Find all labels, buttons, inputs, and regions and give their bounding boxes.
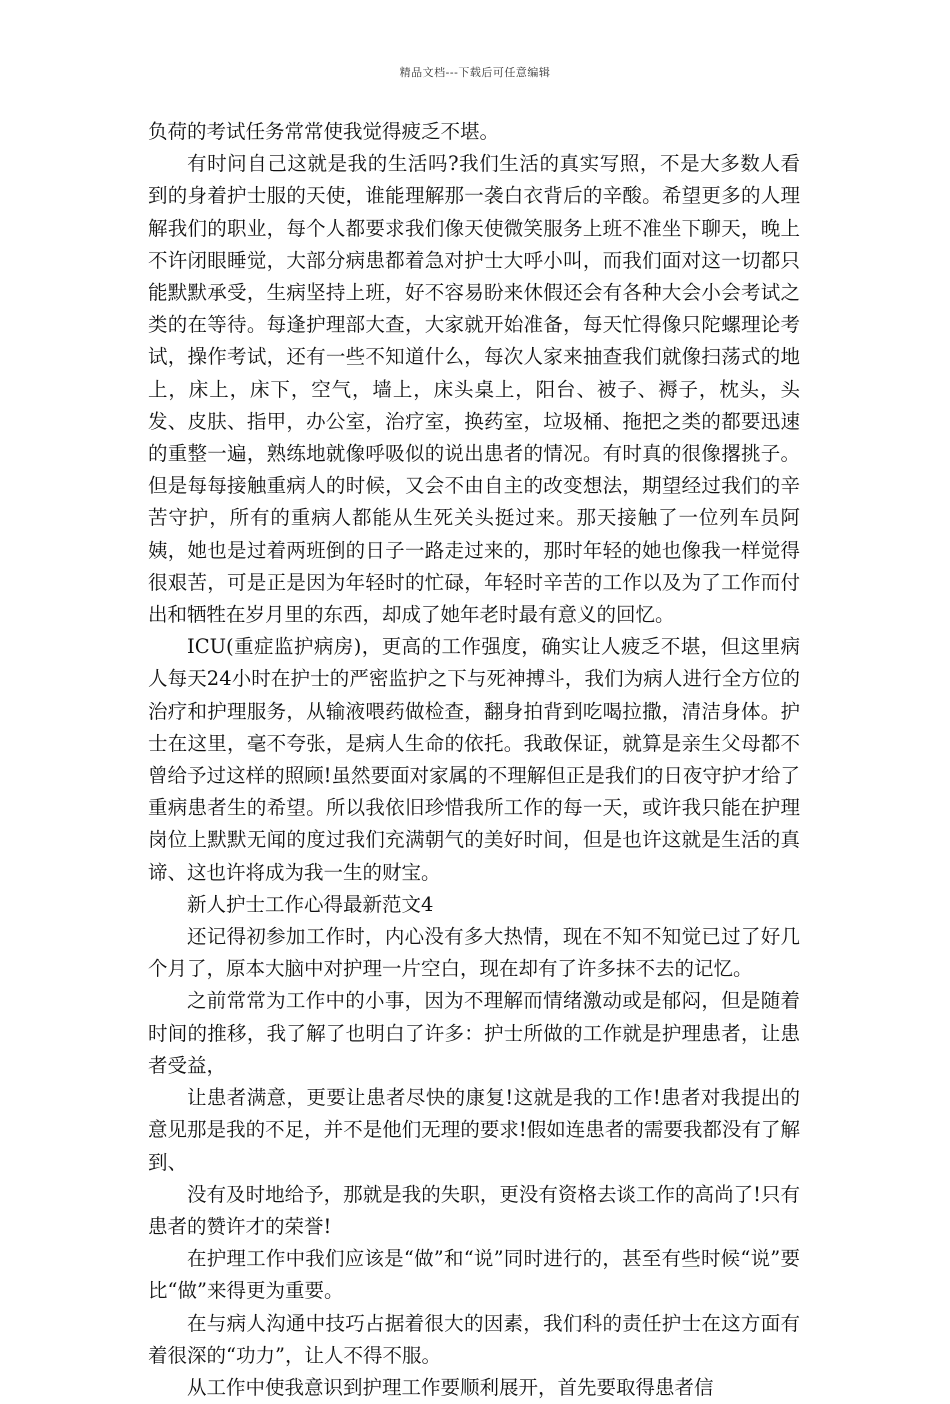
document-body — [148, 116, 800, 1404]
paragraph: 在护理工作中我们应该是“做”和“说”同时进行的，甚至有些时候“说”要比“做”来得更为重要。 — [148, 1247, 800, 1303]
page-header: 精品文档---下载后可任意编辑 — [399, 66, 551, 79]
section-heading: 新人护士工作心得最新范文4 — [187, 892, 434, 916]
paragraph: 让患者满意，更要让患者尽快的康复!这就是我的工作!患者对我提出的意见那是我的不足，并不是他们无理的要求!假如连患者的需要我都没有了解到、 — [148, 1086, 800, 1174]
paragraph: 没有及时地给予，那就是我的失职，更没有资格去谈工作的高尚了!只有患者的赞许才的荣誉! — [148, 1182, 800, 1238]
paragraph: 从工作中使我意识到护理工作要顺利展开，首先要取得患者信 — [187, 1375, 714, 1399]
paragraph: ICU(重症监护病房)，更高的工作强度，确实让人疲乏不堪，但这里病人每天24小时在护士的严密监护之下与死神搏斗，我们为病人进行全方位的治疗和护理服务，从输液喂药做检查，翻身拍背到吃喝拉撒，清洁身体。护士在这里，毫不夸张，是病人生命的依托。我敢保证，就算是亲生父母都不曾给予过这样的照顾!虽然要面对家属的不理解但正是我们的日夜守护才给了重病患者生的希望。所以我依旧珍惜我所工作的每一天，或许我只能在护理岗位上默默无闻的度过我们充满朝气的美好时间，但是也许这就是生活的真谛、这也许将成为我一生的财宝。 — [148, 635, 800, 884]
paragraph: 还记得初参加工作时，内心没有多大热情，现在不知不知觉已过了好几个月了，原本大脑中对护理一片空白，现在却有了许多抹不去的记忆。 — [148, 925, 800, 981]
paragraph: 在与病人沟通中技巧占据着很大的因素，我们科的责任护士在这方面有着很深的“功力”，让人不得不服。 — [148, 1311, 800, 1367]
paragraph: 有时问自己这就是我的生活吗?我们生活的真实写照，不是大多数人看到的身着护士服的天使，谁能理解那一袭白衣背后的辛酸。希望更多的人理解我们的职业，每个人都要求我们像天使微笑服务上班不准坐下聊天，晚上不许闭眼睡觉，大部分病患都着急对护士大呼小叫，而我们面对这一切都只能默默承受，生病坚持上班，好不容易盼来休假还会有各种大会小会考试之类的在等待。每逢护理部大查，大家就开始准备，每天忙得像只陀螺理论考试，操作考试，还有一些不知道什么，每次人家来抽查我们就像扫荡式的地上，床上，床下，空气，墙上，床头桌上，阳台、被子、褥子，枕头，头发、皮肤、指甲，办公室，治疗室，换药室，垃圾桶、拖把之类的都要迅速的重整一遍，熟练地就像呼吸似的说出患者的情况。有时真的很像撂挑子。但是每每接触重病人的时候，又会不由自主的改变想法，期望经过我们的辛苦守护，所有的重病人都能从生死关头挺过来。那天接触了一位列车员阿姨，她也是过着两班倒的日子一路走过来的，那时年轻的她也像我一样觉得很艰苦，可是正是因为年轻时的忙碌，年轻时辛苦的工作以及为了工作而付出和牺牲在岁月里的东西，却成了她年老时最有意义的回忆。 — [148, 152, 800, 627]
paragraph: 负荷的考试任务常常使我觉得疲乏不堪。 — [148, 120, 500, 143]
paragraph: 之前常常为工作中的小事，因为不理解而情绪激动或是郁闷，但是随着时间的推移，我了解了也明白了许多：护士所做的工作就是护理患者，让患者受益， — [148, 989, 800, 1077]
